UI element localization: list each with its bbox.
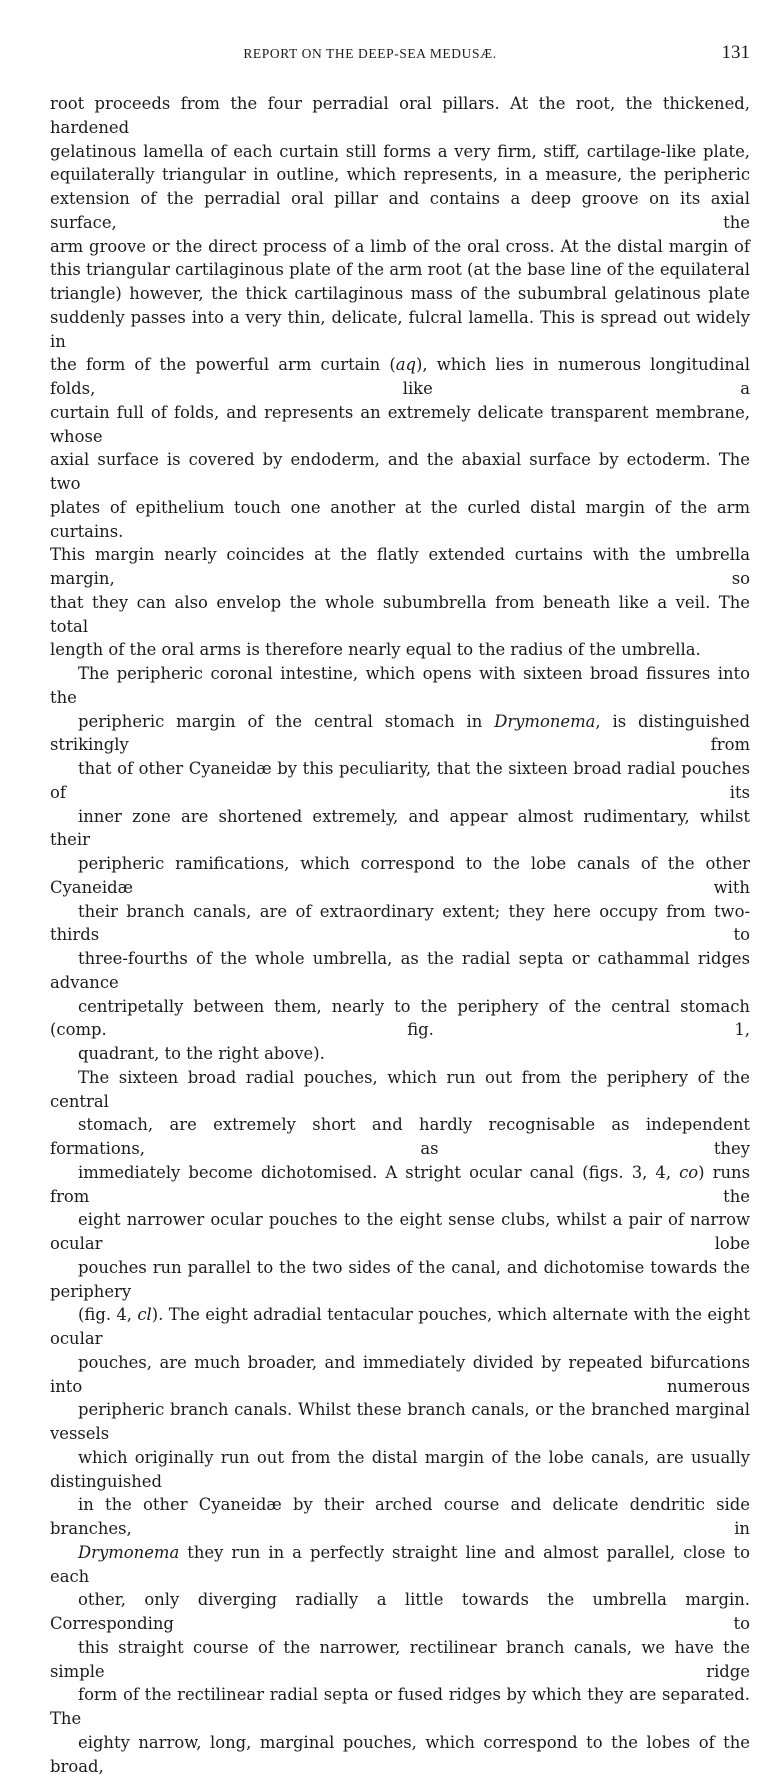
text-line: the form of the powerful arm curtain (aq), which lies in numerous longitudinal folds, like a [50, 355, 750, 398]
running-title: REPORT ON THE DEEP-SEA MEDUSÆ. [243, 46, 497, 61]
text-line: arm groove or the direct process of a limb of the oral cross. At the distal margin of [50, 236, 750, 256]
text-line: immediately become dichotomised. A stright ocular canal (figs. 3, 4, co) runs from the [50, 1162, 750, 1206]
body-text [50, 92, 750, 1778]
text-line: root proceeds from the four perradial oral pillars. At the root, the thickened, hardened [50, 94, 750, 137]
text-line: their branch canals, are of extraordinary extent; they here occupy from two-thirds to [50, 901, 750, 945]
text-line: peripheric ramifications, which correspond to the lobe canals of the other Cyaneidæ with [50, 854, 750, 897]
page-number: 131 [721, 42, 750, 63]
text-line: other, only diverging radially a little towards the umbrella margin. Corresponding to [50, 1590, 750, 1633]
text-line: axial surface is covered by endoderm, and the abaxial surface by ectoderm. The two [50, 450, 750, 493]
text-line: The sixteen broad radial pouches, which run out from the periphery of the central [50, 1067, 750, 1111]
text-line: triangle) however, the thick cartilaginous mass of the subumbral gelatinous plate [50, 284, 750, 303]
paragraph-2 [50, 662, 750, 1066]
text-line: eighty narrow, long, marginal pouches, which correspond to the lobes of the broad, [50, 1732, 750, 1776]
text-line: (fig. 4, cl). The eight adradial tentacular pouches, which alternate with the eight ocular [50, 1305, 750, 1348]
text-line: stomach, are extremely short and hardly recognisable as independent formations, as they [50, 1115, 750, 1158]
text-line: in the other Cyaneidæ by their arched course and delicate dendritic side branches, in [50, 1495, 750, 1538]
text-line: that they can also envelop the whole subumbrella from beneath like a veil. The total [50, 592, 750, 636]
text-line: The peripheric coronal intestine, which opens with sixteen broad fissures into the [50, 664, 750, 707]
running-header [50, 44, 750, 74]
text-line: that of other Cyaneidæ by this peculiarity, that the sixteen broad radial pouches of its [50, 759, 750, 802]
text-line: Drymonema they run in a perfectly straight line and almost parallel, close to each [50, 1542, 750, 1586]
paragraph-3 [50, 1066, 750, 1778]
text-line: suddenly passes into a very thin, delicate, fulcral lamella. This is spread out widely in [50, 307, 750, 351]
text-line: gelatinous lamella of each curtain still forms a very firm, stiff, cartilage-like plate, [50, 141, 750, 161]
text-line: extension of the perradial oral pillar and contains a deep groove on its axial surface, the [50, 189, 750, 232]
text-line: pouches, are much broader, and immediately divided by repeated bifurcations into numerous [50, 1352, 750, 1396]
text-line: three-fourths of the whole umbrella, as the radial septa or cathammal ridges advance [50, 949, 750, 992]
text-line: length of the oral arms is therefore nearly equal to the radius of the umbrella. [50, 640, 701, 660]
text-line: quadrant, to the right above). [78, 1044, 325, 1063]
text-line: inner zone are shortened extremely, and appear almost rudimentary, whilst their [50, 806, 750, 850]
text-line: peripheric margin of the central stomach in Drymonema, is distinguished strikingly from [50, 711, 750, 755]
text-line: curtain full of folds, and represents an extremely delicate transparent membrane, whose [50, 402, 750, 446]
text-line: eight narrower ocular pouches to the eight sense clubs, whilst a pair of narrow ocular lobe [50, 1210, 750, 1253]
paragraph-1 [50, 92, 750, 662]
text-line: form of the rectilinear radial septa or fused ridges by which they are separated. The [50, 1685, 750, 1728]
text-line: plates of epithelium touch one another at the curled distal margin of the arm curtains. [50, 497, 750, 541]
text-line: equilaterally triangular in outline, which represents, in a measure, the peripheric [50, 165, 750, 185]
text-line: This margin nearly coincides at the flatly extended curtains with the umbrella margin, so [50, 545, 750, 588]
text-line: this straight course of the narrower, rectilinear branch canals, we have the simple ridge [50, 1637, 750, 1681]
text-line: peripheric branch canals. Whilst these branch canals, or the branched marginal vessels [50, 1400, 750, 1443]
text-line: which originally run out from the distal margin of the lobe canals, are usually distinguished [50, 1447, 750, 1491]
text-line: centripetally between them, nearly to the periphery of the central stomach (comp. fig. 1, [50, 996, 750, 1040]
text-line: this triangular cartilaginous plate of the arm root (at the base line of the equilateral [50, 260, 750, 280]
text-line: pouches run parallel to the two sides of the canal, and dichotomise towards the periphery [50, 1257, 750, 1301]
